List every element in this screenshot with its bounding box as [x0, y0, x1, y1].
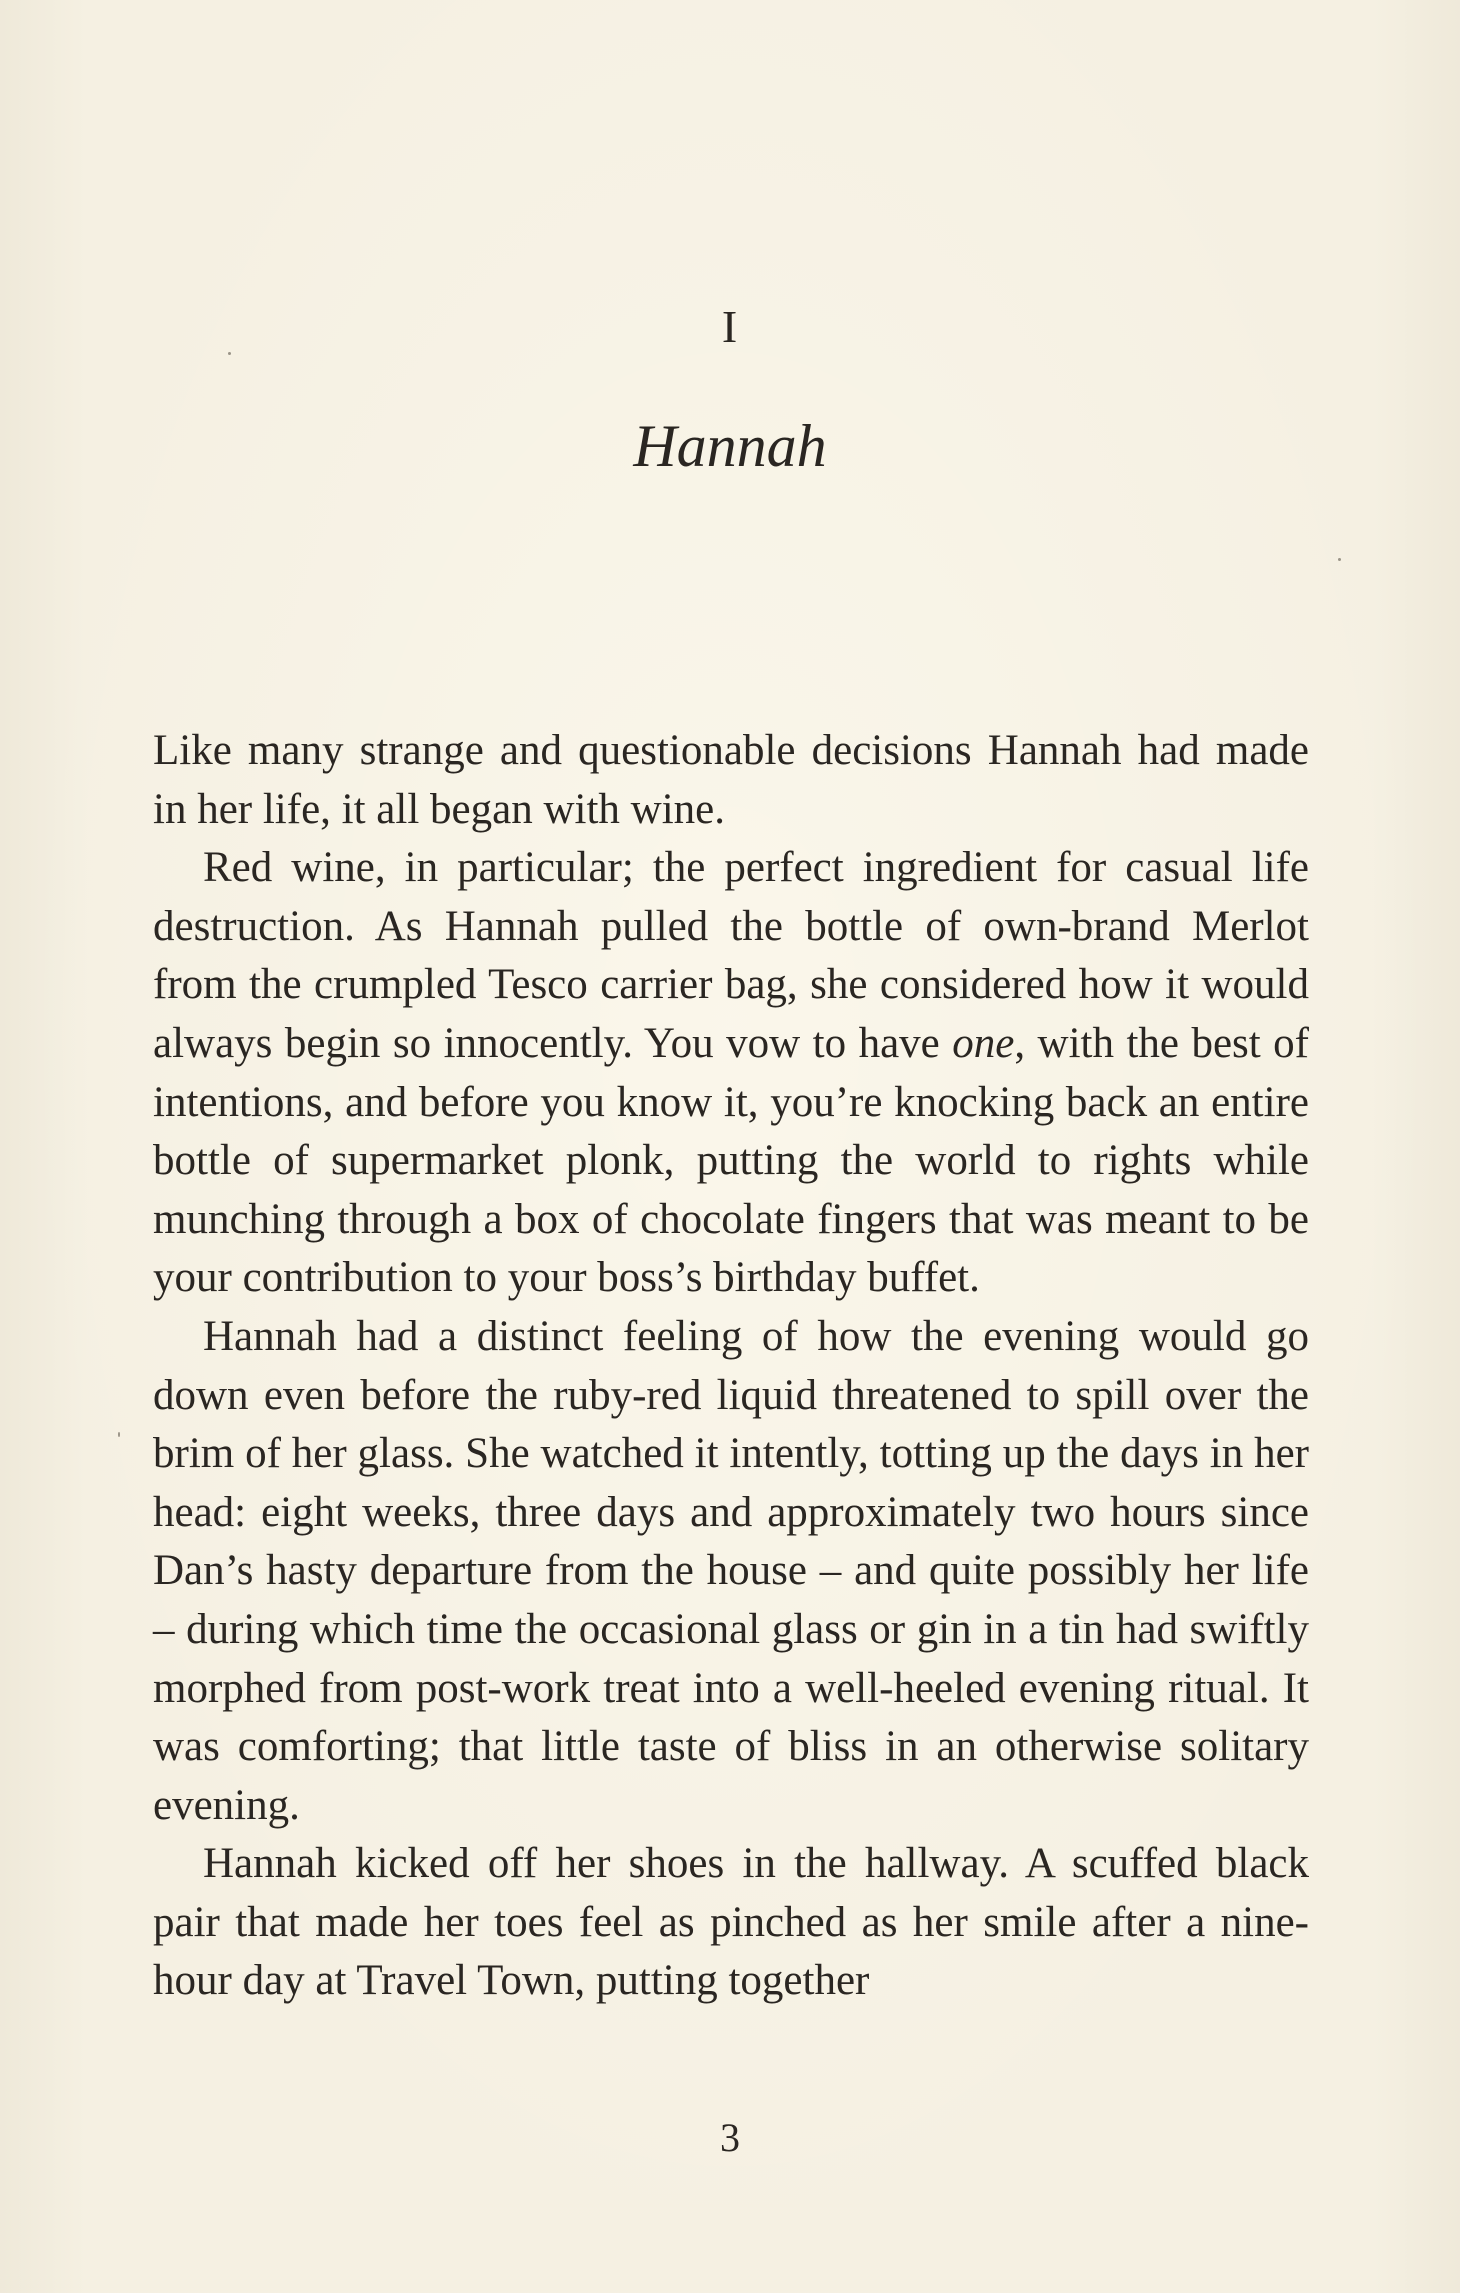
paragraph-text: Hannah had a distinct feeling of how the evening would go down even before the ruby-red liquid threatened to spill over the brim of her glass. She watched it intently, totting up the days in her head: eight weeks, three days and approximately two hours since Dan’s hasty departure from the house – and quite possibly her life – during which time the occasional glass or gin in a tin had swiftly morphed from post-work treat into a well-heeled evening ritual. It was comforting; that little taste of bliss in an otherwise solitary evening.: [153, 1312, 1309, 1829]
paragraph-text: Like many strange and questionable decisions Hannah had made in her life, it all began with wine.: [153, 727, 1309, 833]
paper-speck: [1338, 558, 1341, 561]
body-text: [153, 722, 1309, 2011]
paper-speck: [228, 352, 231, 355]
paragraph: [153, 722, 1309, 839]
paragraph-text: Red wine, in particular; the perfect ingredient for casual life destruction. As Hannah pulled the bottle of own-brand Merlot from the crumpled Tesco carrier bag, she considered how it would always begin so innocently. You vow to have: [153, 844, 1309, 1067]
chapter-number: I: [721, 301, 739, 352]
paragraph-text: Hannah kicked off her shoes in the hallway. A scuffed black pair that made her toes feel as pinched as her smile after a nine-hour day at Travel Town, putting together: [153, 1840, 1309, 2005]
paragraph: [153, 1308, 1309, 1835]
paper-speck: [118, 1432, 120, 1437]
chapter-title: Hannah: [633, 413, 827, 479]
emphasis-text: one: [952, 1019, 1015, 1067]
paragraph-text: , with the best of intentions, and before you know it, you’re knocking back an entire bottle of supermarket plonk, putting the world to rights while munching through a box of chocolate fingers that was meant to be your contribution to your boss’s birthday buffet.: [153, 1019, 1309, 1302]
paragraph: [153, 839, 1309, 1308]
paragraph: [153, 1835, 1309, 2011]
page-number: 3: [720, 2115, 740, 2160]
